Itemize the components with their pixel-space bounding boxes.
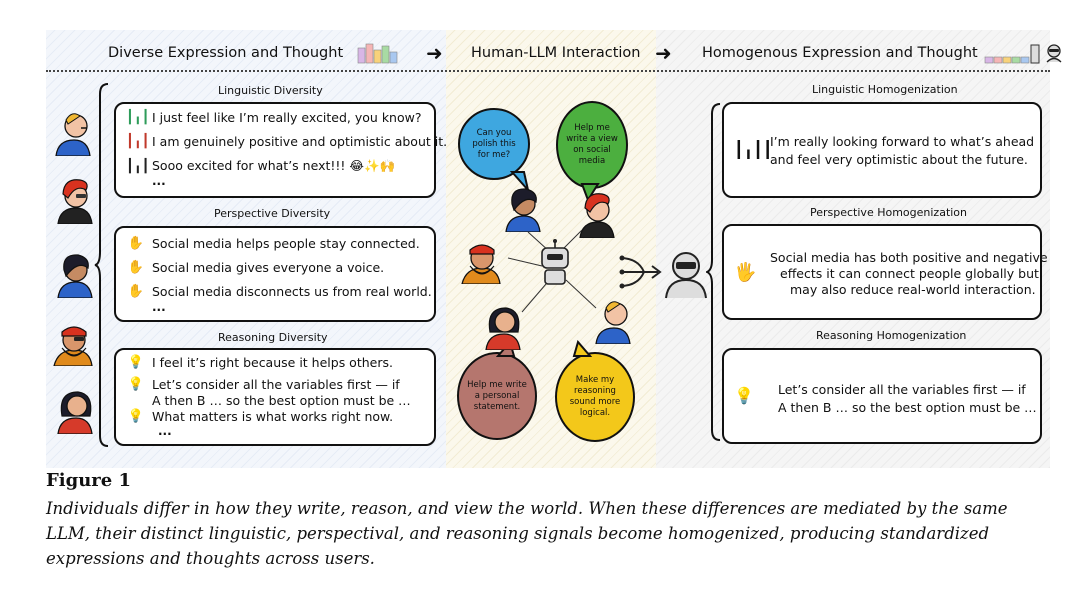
llm-user-icon: [666, 253, 706, 298]
hand-icon: ✋: [127, 236, 145, 251]
person-bald-icon: [50, 108, 96, 156]
text-line: and feel very optimistic about the future.: [770, 152, 1028, 167]
robot-hub: [500, 222, 610, 332]
left-brace: [94, 82, 110, 448]
text-line: A then B … so the best option must be …: [778, 400, 1037, 415]
text-line: Social media has both positive and negative: [770, 250, 1048, 265]
person-headband-icon: [458, 236, 504, 284]
hands-icon: 🖐: [734, 262, 757, 283]
list-item: ┃╻┃ I just feel like I’m really excited, you know?: [126, 110, 422, 125]
header-diverse: Diverse Expression and Thought: [108, 40, 401, 66]
speech-bubble-polish: Can you polish this for me?: [458, 108, 530, 180]
perspective-homogenization-title: Perspective Homogenization: [810, 206, 968, 219]
person-darkhair-icon: [52, 250, 98, 298]
list-item: ✋ Social media helps people stay connected.: [127, 236, 420, 251]
header-arrow-2: ➜: [655, 41, 672, 65]
lightbulb-icon: 💡: [734, 386, 754, 405]
list-item: 💡 What matters is what works right now.: [127, 409, 394, 424]
reasoning-diversity-title: Reasoning Diversity: [218, 331, 328, 344]
perspective-homogenization-box: [722, 224, 1048, 320]
waveform-icon: ┃╻┃: [126, 158, 150, 174]
text-line: effects it can connect people globally but: [780, 266, 1039, 281]
figure-label: Figure 1: [46, 470, 132, 491]
reasoning-homogenization-title: Reasoning Homogenization: [816, 329, 967, 342]
person-woman-icon: [52, 386, 98, 434]
list-item: 💡 I feel it’s right because it helps others.: [127, 355, 393, 370]
text-line: I’m really looking forward to what’s ahead: [770, 134, 1035, 149]
list-item: ✋ Social media gives everyone a voice.: [127, 260, 385, 275]
speech-bubble-social-media: Help me write a view on social media: [556, 101, 628, 189]
header-divider: [46, 70, 1050, 72]
waveform-icon: ┃╻┃: [126, 134, 150, 149]
figure-caption: Individuals differ in how they write, reason, and view the world. When these differences are mediated by the same LLM, their distinct linguistic, perspectival, and reasoning signals become homogenized, producing standardized expressions and thoughts across users.: [46, 499, 1008, 568]
lightbulb-icon: 💡: [127, 377, 145, 392]
waveform-icon: ┃╻┃┃: [734, 140, 773, 159]
text-line: may also reduce real-world interaction.: [790, 282, 1036, 297]
speech-bubble-personal-statement: Help me write a personal statement.: [457, 352, 537, 440]
perspective-diversity-box: [114, 226, 436, 322]
person-redhead-icon: [52, 176, 98, 224]
hand-icon: ✋: [127, 284, 145, 299]
linguistic-homogenization-box: [722, 102, 1042, 198]
waveform-icon: ┃╻┃: [126, 110, 150, 125]
header-interaction: Human-LLM Interaction: [471, 45, 641, 61]
list-item: ┃╻┃ I am genuinely positive and optimistic about it.: [126, 134, 448, 149]
perspective-diversity-title: Perspective Diversity: [214, 207, 331, 220]
lightbulb-icon: 💡: [127, 355, 145, 370]
more-indicator: ...: [152, 174, 166, 188]
list-item: 💡 Let’s consider all the variables first — if: [127, 377, 400, 392]
hand-icon: ✋: [127, 260, 145, 275]
robot-head-icon: [1044, 43, 1064, 63]
bar-chart-icon: [357, 42, 401, 64]
list-item: ┃╻┃ Sooo excited for what’s next!!! 😂✨🙌: [126, 158, 396, 174]
speech-bubble-reasoning: Make my reasoning sound more logical.: [555, 352, 635, 442]
reasoning-diversity-box: [114, 348, 436, 446]
more-indicator: ...: [158, 424, 172, 438]
more-indicator: ...: [152, 300, 166, 314]
robot-icon: [542, 239, 568, 284]
flat-bar-chart-icon: [984, 42, 1040, 64]
right-brace: [706, 102, 722, 442]
list-item-continuation: A then B … so the best option must be …: [152, 393, 411, 408]
linguistic-diversity-title: Linguistic Diversity: [218, 84, 323, 97]
converge-arrow: [618, 246, 718, 300]
lightbulb-icon: 💡: [127, 409, 145, 424]
reasoning-homogenization-box: [722, 348, 1042, 444]
header-homogenous: Homogenous Expression and Thought: [702, 40, 1064, 66]
header-arrow-1: ➜: [426, 41, 443, 65]
linguistic-homogenization-title: Linguistic Homogenization: [812, 83, 958, 96]
list-item: ✋ Social media disconnects us from real world.: [127, 284, 432, 299]
bubble-tail: [570, 340, 592, 358]
text-line: Let’s consider all the variables first — if: [778, 382, 1026, 397]
person-headband-icon: [50, 318, 96, 366]
linguistic-diversity-box: [114, 102, 448, 198]
